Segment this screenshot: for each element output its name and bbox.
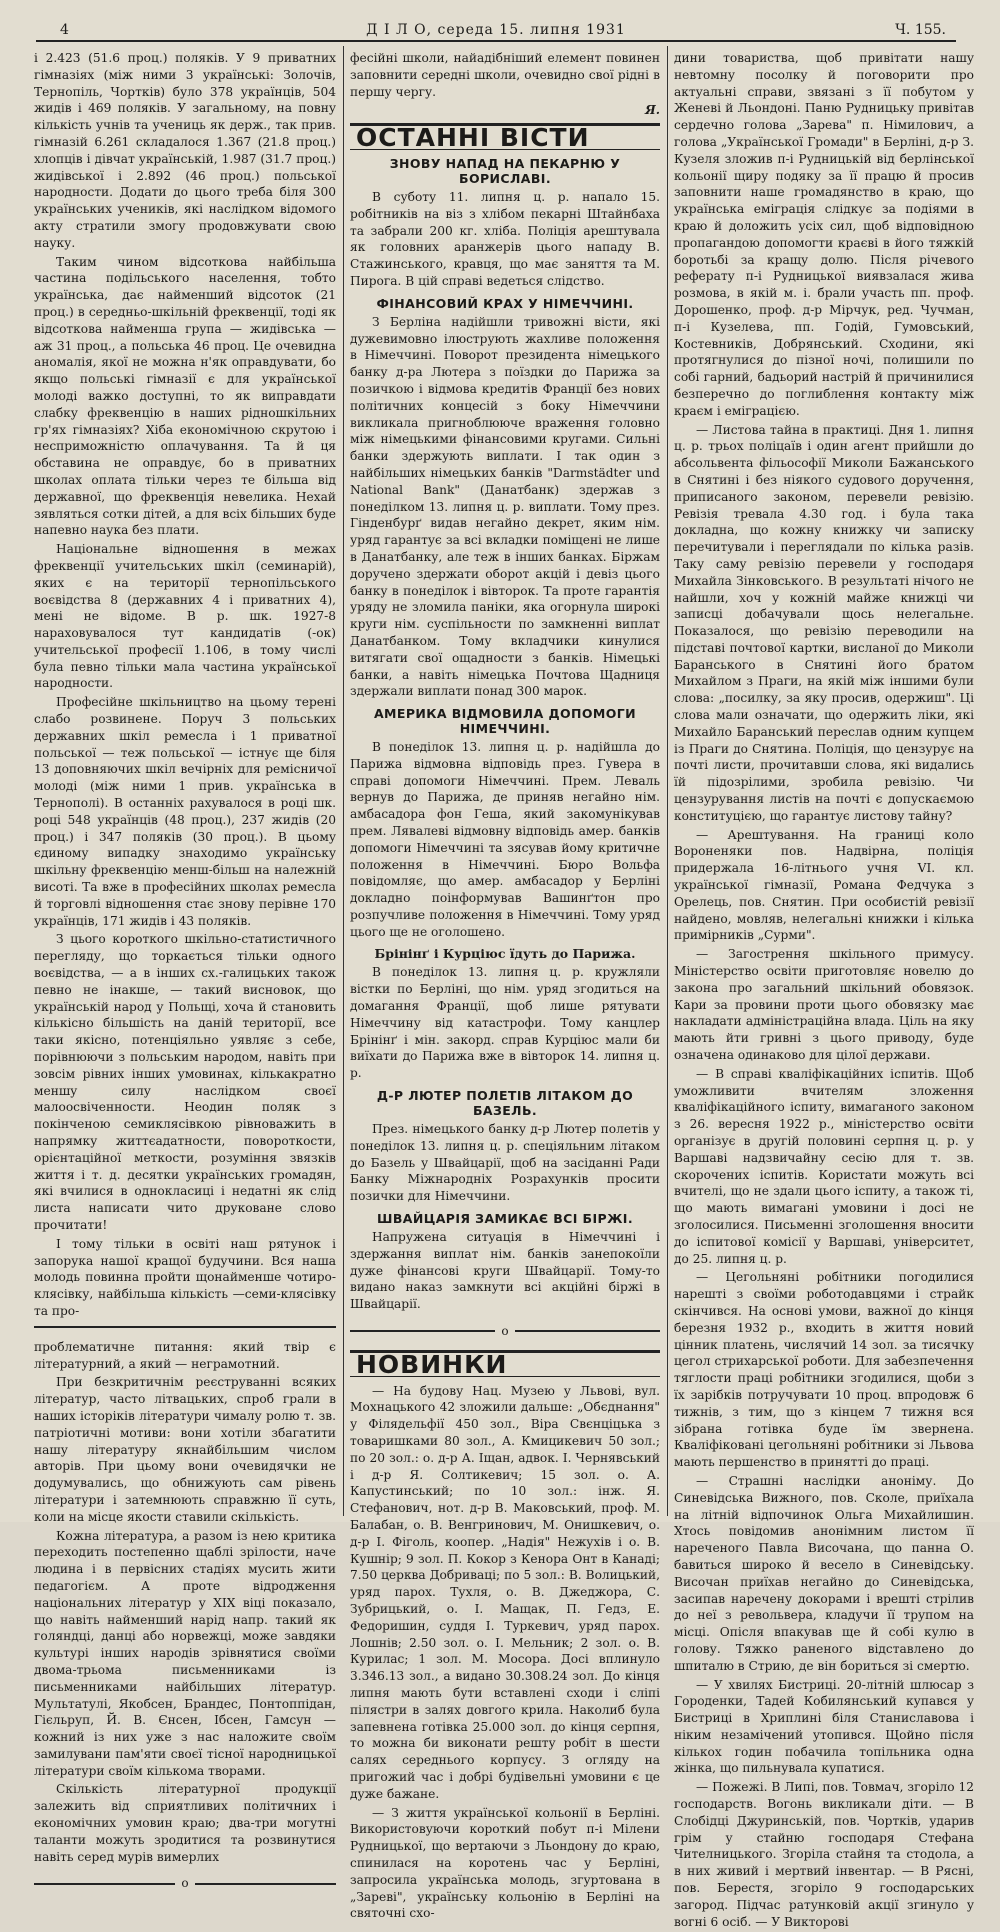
article-paragraph: проблематичне питання: який твір є літературний, а який — неграмотний.	[34, 1339, 336, 1371]
section-divider: о	[350, 1323, 660, 1340]
article-paragraph: При безкритичнім реєструванні всяких літератур, часто літвацьких, спроб грали в наших історіків літератури чималу ролю т. зв. патріотичні мотиви: вони хотіли збагатити нашу літературу якнайбільшим числом авторів. При цьому вони очевидячки не додумувались, що обнижують сам рівень літератури і затемнюють справжню її суть, коли на місце якости ставили скількість.	[34, 1375, 336, 1524]
article-paragraph: Професійне шкільництво на цьому терені слабо розвинене. Поруч 3 польських державних шкіл ремесла і 1 приватної польської — теж польської — істнує ще біля 13 доповняючих шкіл вечірніх для ремісничої молоді (між ними 1 прив. українська в Тернополі). В останніх рахувалося в році шк. році 548 українців (48 проц.), 237 жидів (20 проц.) і 347 поляків (30 проц.). В цьому єдиному випадку знаходимо українську шкільну фреквенцію менш-більш на належній висоті. Та вже в професійних школах ремесла й торговлі відношення стає знову перівне 170 українців, 171 жидів і 43 поляків.	[34, 695, 336, 928]
issue-number: Ч. 155.	[895, 22, 946, 38]
section-rule	[34, 1326, 336, 1331]
page-header	[36, 18, 956, 42]
article-paragraph: Скількість літературної продукції залежить від сприятливих політичних і економічних умовин краю; два-три могутні таланти можуть зродитися та розвинутися навіть серед мурів вимерлих	[34, 1782, 336, 1864]
article-paragraph: Напружена ситуація в Німеччині і здержання виплат нім. банків занепокоїли дуже фінансові круги Швайцарії. Тому-то видано наказ замкнути всі акційні біржі в Швайцарії.	[350, 1230, 660, 1312]
column-middle	[350, 50, 660, 1924]
headline: ФІНАНСОВИЙ КРАХ У НІМЕЧЧИНІ.	[376, 295, 634, 311]
headline: Д-Р ЛЮТЕР ПОЛЕТІВ ЛІТАКОМ ДО БАЗЕЛЬ.	[376, 1088, 634, 1119]
column-right	[674, 50, 974, 1932]
news-item: — Загострення шкільного примусу. Міністерство освіти приготовляє новелю до закона про загальний шкільний обовязок. Кари за провини проти цього обовязку має накладати адміністраційна влада. Ціль на яку мають йти гривні з цього приводу, буде означена одинаково для цілої держави.	[674, 947, 974, 1063]
article-paragraph: В понеділок 13. липня ц. р. надійшла до Парижа відмовна відповідь през. Гувера в справі допомоги Німеччині. Прем. Леваль вернув до Парижа, де приняв негайно нім. амбасадора фон Геша, який закомунікував прем. Лявалеві відмовну відповідь амер. банків допомоги Німеччині та зясував йому критичне положення в Німеччині. Бюро Вольфа повідомляє, що амер. амбасадор у Берліні докладно поінформував Вашинґтон про розпучливе положення в Німеччині. Тому уряд цього ще не оголошено.	[350, 740, 660, 939]
page-number: 4	[60, 22, 69, 38]
news-item: — В справі кваліфікаційних іспитів. Щоб уможливити вчителям зложення кваліфікаційного іспиту, вимаганого законом з 26. вересня 1922 р., міністерство освіти організує в другій половині серпня ц. р. у Варшаві надзвичайну сесію для т. зв. скорочених іспитів. Користати можуть всі вчителі, що не здали цього іспиту, а також ті, що мають вимагані умовини і досі не зголосилися. Письменні зголошення вносити до іспитової комісії у Варшаві, університет, до 25. липня ц. р.	[674, 1066, 974, 1266]
masthead-title: Д І Л О, середа 15. липня 1931	[366, 22, 626, 38]
article-paragraph: фесійні школи, найадібніший елемент повинен заповнити середні школи, очевидно свої рідні в першу чергу.	[350, 51, 660, 99]
article-paragraph: В суботу 11. липня ц. р. напало 15. робітників на віз з хлібом пекарні Штайнбаха та забрали 200 кг. хліба. Поліція арештувала як головних аранжерів цього нападу В. Стажинського, кравця, що має заняття та М. Пирога. В цій справі ведеться слідство.	[350, 189, 660, 288]
author-signature: Я.	[645, 103, 660, 118]
news-item: — Листова тайна в практиці. Дня 1. липня ц. р. трьох поліцаїв і один агент прийшли до абсольвента фільософії Миколи Бажанського в Снятині і без ніякого судового доручення, приписаного законом, перевели ревізію. Ревізія тревала 4.30 год. і була така докладна, що кожну книжку чи записку перечитували і переглядали по кілька разів. Таку саму ревізію перевели у господаря Михайла Зінковського. В результаті нічого не найшли, хоч у кожній майже книжці чи записці добачували щось нелегальне. Показалося, що ревізію переводили на підставі почтової картки, висланої до Миколи Баранського в Снятині його братом Михайлом з Праги, на якій між іншими були слова: „посилку, за яку просив, одержиш". Ці слова мали означати, що одержить ліки, які Михайло Баранський переслав одним купцем із Праги до Снятина. Поліція, що цензурує на почті листи, прочитавши слова, які видались їй підозрілими, зробила ревізію. Чи цензурування листів на почті є допускаємою конституцією, що гарантує листову тайну?	[674, 422, 974, 823]
end-divider: о	[34, 1875, 336, 1892]
article-paragraph: Таким чином відсоткова найбільша частина подільського населення, тобто українська, дає найменший відсоток (21 проц.) в середньо-шкільній фреквенції, тоді як відсоткова найменша група — жидівська — аж 31 проц., а польська 46 проц. Це очевидна аномалія, якої не можна н'як оправдувати, бо якщо польські гімназії є для української молоді важко доступні, то як виправдати слабку фреквенцію в наших рідношкільних гр'ях гімназіях? Хіба економічною скрутою і несприможністю оплачування. Та й ця обставина не оправдує, бо в приватних школах оплата тільки через те більша від державної, що фреквенція невелика. Нехай зявляться сотки дітей, а для всіх більших буде напевно наука без плати.	[34, 254, 336, 538]
article-paragraph: З Берліна надійшли тривожні вісти, які дужевимовно ілюструють жахливе положення в Німеччині. Поворот президента німецького банку д-ра Лютера з поїздки до Парижа за позичкою і відмова кредитів Франції без нових політичних концесій з боку Німеччини викликала пригноблююче враження головно між німецькими фінансовими кругами. Сильні банки здержують виплати. І так один з найбільших німецьких банків "Darmstädter und National Bank" (Данатбанк) здержав з понеділком 13. липня ц. р. виплати. Тому през. Гінденбурґ видав негайно декрет, яким нім. уряд гарантує за всі вкладки поміщені не лише в Данатбанку, але теж в інших банках. Біржам доручено здержати оборот акцій і девіз цього банку в понеділок і вівторок. Та проте гарантія уряду не зломила паніки, яка огорнула широкі круги нім. суспільности по замкненні виплат Данатбанком. Тому вкладчики кинулися витягати свої ощадности з банків. Німецькі банки, а навіть німецька Почтова Щадниця здержали виплати понад 300 марок.	[350, 314, 660, 699]
headline: ШВАЙЦАРІЯ ЗАМИКАЄ ВСІ БІРЖІ.	[377, 1211, 633, 1227]
news-item: — На будову Нац. Музею у Львові, вул. Мохнацького 42 зложили дальше: „Обєднання" у Філядельфії 450 зол., Віра Свєнціцька з товаришками 80 зол., А. Кмицикевич 50 зол.; по 20 зол.: о. д-р А. Іщан, адвок. І. Чернявський і д-р Я. Солтикевич; 15 зол. о. А. Капустинський; по 10 зол.: інж. Я. Стефанович, нот. д-р В. Маковський, проф. М. Балабан, о. В. Венгринович, М. Онишкевич, о. д-р І. Фіголь, коопер. „Надія" Нежухів і о. В. Кушнір; 9 зол. П. Кокор з Кенора Онт в Канаді; 7.50 церква Добриваці; по 5 зол.: В. Волицький, уряд парох. Тухля, о. В. Джеджора, С. Зубрицький, о. І. Мащак, П. Гедз, Е. Федоришин, суддя І. Туркевич, уряд парох. Лошнів; 2.50 зол. о. І. Мельник; 2 зол. о. В. Курилас; 1 зол. М. Мосора. Досі вплинуло 3.346.13 зол., а видано 30.308.24 зол. До кінця липня мають бути вставлені сходи і сліпі пілястри в залях довгого крила. Наколиб була запевнена готівка 25.000 зол. до кінця серпня, то можна би виконати решту робіт в шести салях середнього корпусу. З огляду на пригожий час і добрі будівельні умовини є це дуже бажане.	[350, 1383, 660, 1801]
article-paragraph: З цього короткого шкільно-статистичного перегляду, що торкається тільки одного воєвідства, — а в інших сх.-галицьких також певно не інакше, — такий висновок, що українській народ у Польщі, хоча й становить кількісно більшість на даній території, все таки якісно, потенціяльно уявляє з себе, порівнюючи з польським народом, навіть при зовсім рівних інших умовинах, кількакратно меншу силу наслідком своєї малоосвіченности. Неодин поляк з покінченою семиклясівкою рівноважить в напрямку життєадатности, повороткости, орієнтаційної меткости, розуміння звязків життя і т. д. десятки українських громадян, які вчилися в однокласиці і недатні як слід листа написати чито друковане слово прочитати!	[34, 932, 336, 1232]
article-paragraph: і 2.423 (51.6 проц.) поляків. У 9 приватних гімназіях (між ними 3 українські: Золочів, Тернопіль, Чортків) було 378 українців, 504 жидів і 469 поляків. У загальному, на повну кількість учнів та учениць як держ., так прив. гімназій 6.261 складалося 1.367 (21.8 проц.) хлопців і дівчат українській, 1.987 (31.7 проц.) жидівської і 2.892 (46 проц.) польської народности. Додати до цього треба біля 300 українських учеників, які наслідком відомого акту стратили змогу продовжувати свою науку.	[34, 51, 336, 250]
article-paragraph: Національне відношення в межах фреквенції учительських шкіл (семинарій), яких є на території тернопільського воєвідства 8 (державних 4 і приватних 4), мені не відоме. В р. шк. 1927-8 нараховувалося тут кандидатів (-ок) учительської професії 1.106, в тому числі була певно тільки мала частина української народности.	[34, 542, 336, 691]
section-banner-latest-news: ОСТАННІ ВІСТИ	[350, 123, 660, 150]
subheadline: Брінінґ і Курціюс їдуть до Парижа.	[374, 945, 636, 961]
column-left	[34, 50, 336, 1902]
article-paragraph: Кожна література, а разом із нею критика переходить постепенно щаблі зрілости, наче людина і в первісних стадіях мусить жити педагогієм. А проте відродження національних літератур у XIX віці показало, що навіть найменший нарід напр. такий як голяндці, данці або норвежці, може завдяки культурі інших народів зрівнятися своїми двома-трьома письменниками із письменниками найбільших літератур. Мультатулі, Якобсен, Брандес, Понтоппідан, Гієльруп, Й. В. Єнсен, Ібсен, Гамсун — кожний із них уже з нас наложитe своїм замилувани пам'яти своєї тісної народницької літератури своїм кількома творами.	[34, 1528, 336, 1778]
article-paragraph: В понеділок 13. липня ц. р. кружляли вістки по Берліні, що нім. уряд згодиться на домагання Франції, щоб лише рятувати Німеччину від катастрофи. Тому канцлер Брінінґ і мін. закорд. справ Курціюс мали би виїхати до Парижа вже в вівторок 14. липня ц. р.	[350, 965, 660, 1081]
section-banner-news: НОВИНКИ	[350, 1350, 660, 1377]
column-divider	[343, 46, 344, 1516]
news-item: — Страшні наслідки аноніму. До Синевідська Вижного, пов. Сколе, приїхала на літній відпочинок Ольга Михайлишин. Хтось повідомив анонімним листом її нареченого Павла Височана, що панна О. бавиться широко й весело в Синевідську. Височан приїхав негайно до Синевідська, засипав наречену докорами і врешті стрілив до неї з револьвера, кладучи її трупом на місці. Опісля впакував ще й собі кулю в голову. Тяжко раненого відставлено до шпиталю в Стрию, де він бориться зі смертю.	[674, 1473, 974, 1673]
article-paragraph: През. німецького банку д-р Лютер полетів у понеділок 13. липня ц. р. спеціяльним літаком до Базель у Швайцарії, щоб на засіданні Ради Банку Міжнародніх Розрахунків просити позички для Німеччини.	[350, 1122, 660, 1204]
news-item: — З життя української кольонії в Берліні. Використовуючи короткий побут п-і Мілени Рудницької, що вертаючи з Льондону до краю, спинилася на коротень час у Берліні, запросила українська молодь, згуртована в „Зареві", українську кольонію в Берліні на святочні схо-	[350, 1805, 660, 1921]
news-item: — Цегольняні робітники погодилися нарешті з своїми роботодавцями і страйк скінчився. На основі умови, важної до кінця березня 1932 р., входить в життя новий цінник платень, числячий 14 зол. за тисячку цегол стрихарської роботи. Для забезпечення тяглости праці робітники згодилися, щоби з їх зарібків потручувати 10 проц. впродовж 6 тижнів, з тим, що з кінцем 7 тижня вся зібрана готівка буде їм звернена. Кваліфіковані цегольняні робітники зі Львова мають першенство в принятті до праці.	[674, 1270, 974, 1470]
news-item: — Пожежі. В Липі, пов. Товмач, згоріло 12 господарств. Вогонь викликали діти. — В Слобідці Джуринській, пов. Чортків, ударив грім у стайню господаря Стефана Чителницького. Згоріла стайня та стодола, а в них живий і мертвий інвентар. — В Рясні, пов. Берестя, згоріло 9 господарських загород. Підчас ратунковій акції згинуло у вогні 6 осіб. — У Викторові	[674, 1780, 974, 1929]
news-item: — У хвилях Бистриці. 20-літній шлюсар з Городенки, Тадей Кобилянський купався у Бистриці в Хриплині біля Станиславова і ніким незамічений утопився. Щойно після кількох годин побачила топільника одна жінка, що пильнувала купатися.	[674, 1677, 974, 1776]
article-paragraph: І тому тільки в освіті наш рятунок і запорука нашої кращої будучини. Вся наша молодь повинна пройти щонайменше чотиро-клясівку, найбільша кількість —семи-клясівку та про-	[34, 1236, 336, 1318]
news-item: — Арештування. На границі коло Вороненяки пов. Надвірна, поліція придержала 16-літнього учня VI. кл. української гімназії, Романа Федчука з Орелець, пов. Снятин. При особистій ревізії найдено, мовляв, нелегальні книжки і кілька примірників „Сурми".	[674, 827, 974, 943]
headline: АМЕРИКА ВІДМОВИЛА ДОПОМОГИ НІМЕЧЧИНІ.	[373, 706, 637, 737]
article-paragraph: дини товариства, щоб привітати нашу невтомну посолку й поговорити про актуальні справи, звязані з її побутом у Женеві й Льондоні. Паню Рудницьку привітав сердечно голова „Зарева" п. Німилович, а голова „Української Громади" в Берліні, д-р З. Кузеля зложив п-і Рудницькій від берлінської кольонії щиру подяку за її працю й просив заповнити наше громадянство в краю, що українська еміграція слідкує за подіями в краю й доложить усіх сил, щоб відповідною пропагандою допомогти краєві в його тяжкій боротьбі за кращу долю. Після річевого реферату п-і Рудницької виявзалася жива розмова, в якій м. і. брали участь пп. проф. Дорошенко, проф. д-р Мірчук, ред. Чучман, п-і Кузелева, пп. Годій, Гумовський, Костевників, Добрянський. Сходини, які протягнулися до пізної ночі, полишили по собі гарний, бадьорий настрій й причинилися безперечно до поглиблення контакту між краєм і еміграцією.	[674, 51, 974, 418]
headline: ЗНОВУ НАПАД НА ПЕКАРНЮ У БОРИСЛАВІ.	[389, 155, 621, 186]
column-divider	[667, 46, 668, 1516]
